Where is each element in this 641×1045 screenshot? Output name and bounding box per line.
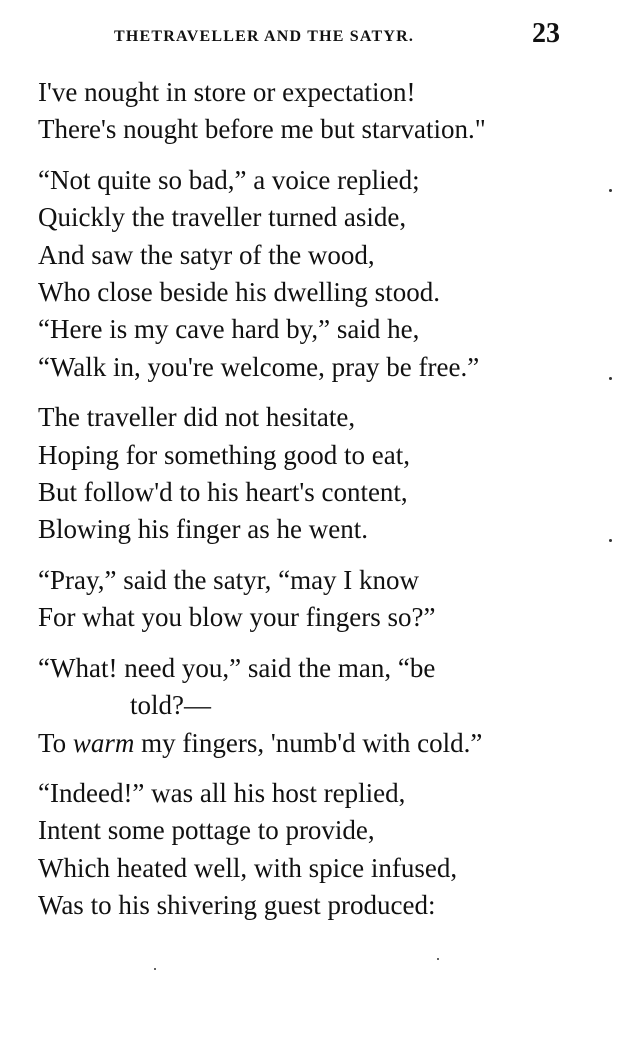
stanza-6 (38, 775, 598, 925)
stanza-3 (38, 399, 598, 549)
print-speck (609, 539, 612, 542)
poem-body (38, 74, 598, 938)
poem-line: “What! need you,” said the man, “be (38, 652, 436, 683)
poem-line: Quickly the traveller turned aside, (38, 202, 407, 233)
page-number: 23 (532, 18, 560, 49)
poem-line (38, 725, 598, 762)
poem-line: “Pray,” said the satyr, “may I know (38, 564, 420, 595)
print-speck (154, 968, 156, 970)
stanza-4 (38, 562, 598, 637)
poem-line: And saw the satyr of the wood, (38, 239, 375, 270)
poem-line: For what you blow your fingers so?” (38, 602, 436, 633)
poem-line: Blowing his finger as he went. (38, 514, 368, 545)
poem-line: “Indeed!” was all his host replied, (38, 777, 406, 808)
running-title: THETRAVELLER AND THE SATYR. (114, 28, 415, 45)
poem-line-runover: told?— (130, 690, 211, 721)
print-speck (609, 189, 612, 192)
poem-line: Intent some pottage to provide, (38, 815, 375, 846)
running-head (114, 18, 614, 50)
stanza-1 (38, 74, 598, 149)
print-speck (437, 958, 439, 960)
poem-line: I've nought in store or expectation! (38, 77, 416, 107)
print-speck (609, 377, 612, 380)
stanza-5 (38, 650, 598, 762)
poem-line: There's nought before me but starvation." (38, 114, 486, 145)
line-text: my fingers, 'numb'd with cold.” (134, 727, 483, 758)
emphasized-word: warm (72, 727, 135, 758)
poem-line: Was to his shivering guest produced: (38, 890, 436, 921)
poem-line: “Walk in, you're welcome, pray be free.” (38, 351, 480, 382)
poem-line: The traveller did not hesitate, (38, 402, 356, 433)
poem-line: Who close beside his dwelling stood. (38, 277, 440, 308)
line-text: To (38, 727, 73, 758)
poem-line: “Not quite so bad,” a voice replied; (38, 164, 420, 195)
poem-line: Hoping for something good to eat, (38, 439, 410, 470)
poem-line: Which heated well, with spice infused, (38, 852, 458, 883)
poem-line: But follow'd to his heart's content, (38, 477, 408, 508)
poem-line: “Here is my cave hard by,” said he, (38, 314, 420, 345)
stanza-2 (38, 162, 598, 386)
